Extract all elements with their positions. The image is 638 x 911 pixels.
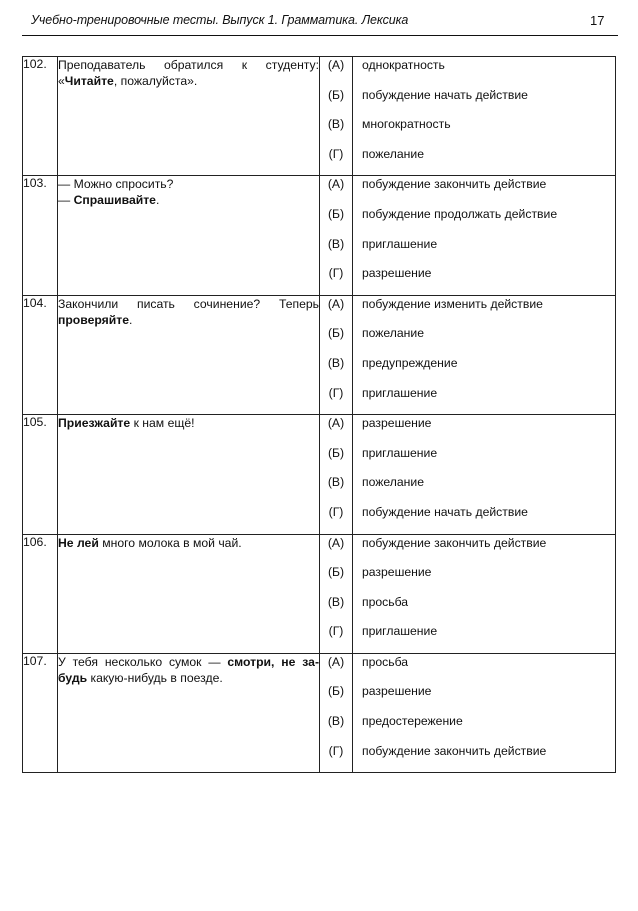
option-text: предупреждение	[362, 355, 458, 370]
option-text: разрешение	[362, 266, 432, 281]
option-text: побуждение закончить действие	[362, 743, 547, 758]
option-text: побуждение изменить действие	[362, 296, 543, 311]
option-text: приглашение	[362, 236, 438, 251]
option-text: многократность	[362, 117, 451, 132]
sentence-fragment: У тебя несколько сумок —	[58, 654, 228, 669]
option-letters	[320, 176, 353, 295]
option-text: пожелание	[362, 146, 424, 161]
option-text: просьба	[362, 654, 409, 669]
option-text: разрешение	[362, 684, 432, 699]
sentence-fragment: .	[155, 193, 160, 208]
option-letter: (Б)	[327, 87, 345, 102]
task-number: 103.	[23, 176, 58, 295]
option-letter: (Б)	[327, 684, 345, 699]
task-sentence	[58, 57, 320, 176]
sentence-fragment: .	[129, 312, 133, 327]
option-letters	[320, 415, 353, 534]
test-table	[22, 56, 616, 773]
option-text: побуждение закончить действие	[362, 535, 547, 550]
option-texts	[353, 653, 616, 772]
task-number: 107.	[23, 653, 58, 772]
highlighted-verb: проверяйте	[58, 312, 129, 327]
option-letters	[320, 57, 353, 176]
sentence-fragment: —	[58, 193, 74, 208]
option-letter: (А)	[327, 296, 345, 311]
task-row	[23, 653, 616, 772]
option-text: разрешение	[362, 565, 432, 580]
option-text: предостережение	[362, 714, 463, 729]
option-letter: (Г)	[328, 624, 344, 639]
sentence-fragment: Закончили писать сочинение? Теперь	[58, 296, 319, 311]
option-text: приглашение	[362, 445, 438, 460]
test-table-body	[23, 57, 616, 773]
option-text: пожелание	[362, 326, 424, 341]
option-text: приглашение	[362, 624, 438, 639]
option-text: приглашение	[362, 385, 438, 400]
highlighted-verb: смотри, не за-будь	[58, 654, 319, 685]
option-letter: (В)	[327, 355, 345, 370]
option-letter: (Г)	[328, 146, 344, 161]
option-letter: (А)	[327, 654, 345, 669]
option-texts	[353, 534, 616, 653]
option-letter: (В)	[327, 594, 345, 609]
option-text: побуждение начать действие	[362, 87, 528, 102]
task-sentence	[58, 534, 320, 653]
highlighted-verb: Приезжайте	[58, 416, 131, 431]
option-letter: (Б)	[327, 565, 345, 580]
header-rule	[22, 35, 618, 36]
option-text: пожелание	[362, 475, 424, 490]
option-letter: (Б)	[327, 445, 345, 460]
task-sentence	[58, 415, 320, 534]
option-letter: (Б)	[327, 206, 345, 221]
highlighted-verb: Читайте	[64, 74, 114, 88]
task-row	[23, 534, 616, 653]
option-text: просьба	[362, 594, 409, 609]
option-letters	[320, 295, 353, 414]
option-texts	[353, 415, 616, 534]
page-number: 17	[590, 13, 605, 28]
option-texts	[353, 176, 616, 295]
task-row	[23, 176, 616, 295]
option-text: разрешение	[362, 416, 432, 431]
task-number: 105.	[23, 415, 58, 534]
option-letter: (Б)	[327, 326, 345, 341]
task-number: 102.	[23, 57, 58, 176]
option-letter: (А)	[327, 177, 345, 192]
task-sentence	[58, 176, 320, 295]
option-text: однократность	[362, 58, 445, 72]
task-row	[23, 295, 616, 414]
sentence-fragment: Преподаватель обратился к студенту: «	[58, 58, 319, 88]
option-text: побуждение начать действие	[362, 504, 528, 519]
sentence-fragment: к нам ещё!	[130, 416, 195, 431]
option-letter: (В)	[327, 117, 345, 132]
option-letter: (Г)	[328, 266, 344, 281]
option-texts	[353, 57, 616, 176]
option-letter: (А)	[327, 535, 345, 550]
option-letter: (Г)	[328, 743, 344, 758]
task-row	[23, 415, 616, 534]
option-letters	[320, 534, 353, 653]
task-number: 106.	[23, 534, 58, 653]
option-letter: (В)	[327, 236, 345, 251]
option-text: побуждение продолжать действие	[362, 206, 558, 221]
task-row	[23, 57, 616, 176]
sentence-fragment: много молока в мой чай.	[98, 535, 242, 550]
option-letters	[320, 653, 353, 772]
task-sentence	[58, 295, 320, 414]
highlighted-verb: Спрашивайте	[73, 193, 156, 208]
sentence-fragment: — Можно спросить?	[58, 177, 174, 192]
option-texts	[353, 295, 616, 414]
option-letter: (А)	[327, 58, 345, 72]
option-letter: (Г)	[328, 504, 344, 519]
sentence-fragment: , пожалуйста».	[113, 74, 198, 88]
highlighted-verb: Не лей	[58, 535, 99, 550]
task-sentence	[58, 653, 320, 772]
task-number: 104.	[23, 295, 58, 414]
running-header-title: Учебно-тренировочные тесты. Выпуск 1. Грамматика. Лексика	[31, 13, 409, 27]
option-letter: (В)	[327, 714, 345, 729]
option-text: побуждение закончить действие	[362, 177, 547, 192]
option-letter: (Г)	[328, 385, 344, 400]
option-letter: (А)	[327, 416, 345, 431]
option-letter: (В)	[327, 475, 345, 490]
sentence-fragment: какую-нибудь в поезде.	[87, 670, 223, 685]
